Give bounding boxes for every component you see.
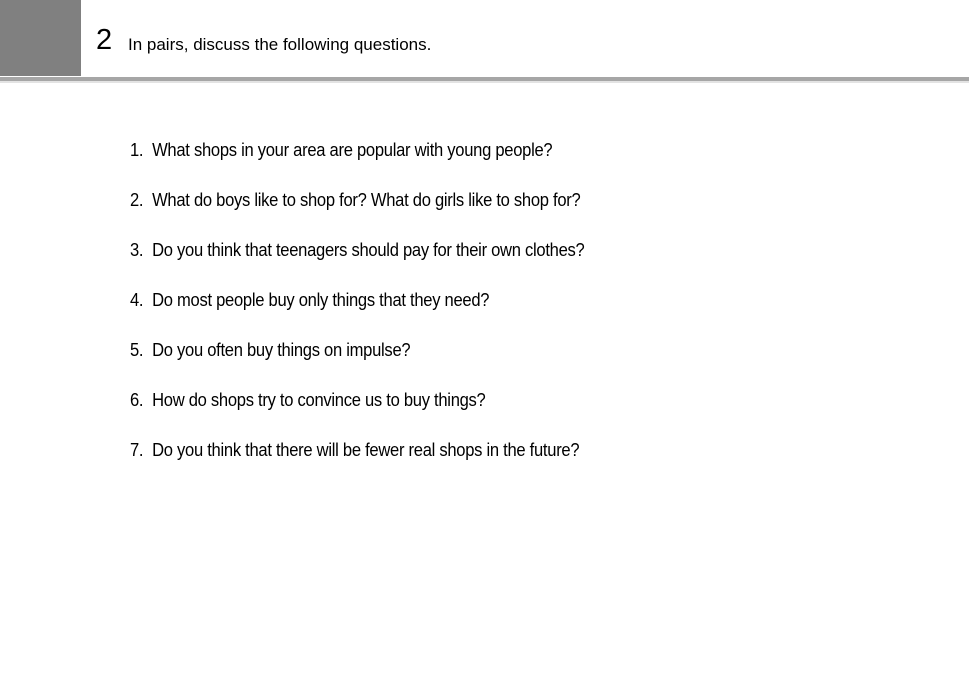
question-number: 5.	[130, 340, 144, 360]
question-text: What shops in your area are popular with young people?	[152, 140, 553, 160]
header-divider-shadow	[0, 81, 969, 83]
section-marker-block	[0, 0, 81, 76]
list-item	[130, 239, 584, 289]
question-number: 1.	[130, 140, 144, 160]
question-number: 6.	[130, 390, 144, 410]
exercise-instruction: In pairs, discuss the following questions.	[128, 35, 432, 54]
list-item	[130, 189, 584, 239]
list-item	[130, 289, 584, 339]
question-text: Do most people buy only things that they need?	[152, 290, 490, 310]
list-item	[130, 139, 584, 189]
exercise-header	[81, 0, 969, 76]
question-text: Do you think that teenagers should pay for their own clothes?	[152, 240, 585, 260]
question-text: Do you think that there will be fewer real shops in the future?	[152, 440, 580, 460]
question-list	[130, 139, 624, 489]
exercise-number: 2	[96, 24, 113, 56]
question-text: Do you often buy things on impulse?	[152, 340, 411, 360]
question-number: 4.	[130, 290, 144, 310]
question-number: 3.	[130, 240, 144, 260]
question-text: How do shops try to convince us to buy things?	[152, 390, 486, 410]
question-number: 7.	[130, 440, 144, 460]
question-text: What do boys like to shop for? What do girls like to shop for?	[152, 190, 581, 210]
list-item	[130, 339, 584, 389]
question-number: 2.	[130, 190, 144, 210]
list-item	[130, 389, 584, 439]
list-item	[130, 439, 584, 489]
